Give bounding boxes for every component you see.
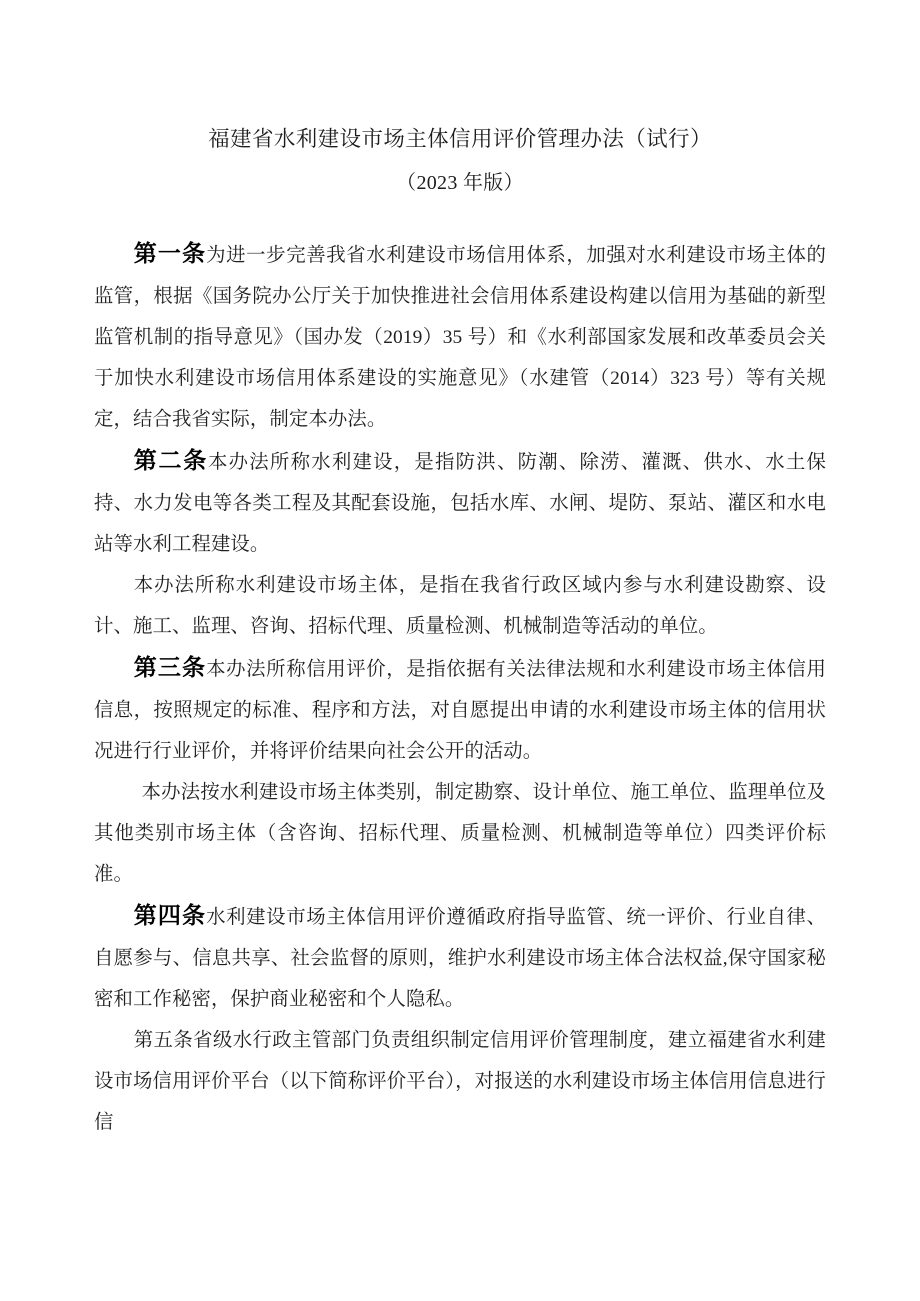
article-marker-3: 第三条 — [133, 655, 207, 680]
article-paragraph-3 — [94, 565, 826, 647]
article-text-5: 本办法按水利建设市场主体类别，制定勘察、设计单位、施工单位、监理单位及其他类别市场主体（含咨询、招标代理、质量检测、机械制造等单位）四类评价标准。 — [94, 782, 826, 885]
article-paragraph-7 — [94, 1020, 826, 1143]
title-block — [0, 0, 920, 198]
article-text-3: 本办法所称水利建设市场主体，是指在我省行政区域内参与水利建设勘察、设计、施工、监理、咨询、招标代理、质量检测、机械制造等活动的单位。 — [94, 575, 826, 637]
document-body — [94, 198, 826, 1143]
article-marker-2: 第二条 — [133, 448, 209, 473]
article-text-2: 本办法所称水利建设，是指防洪、防潮、除涝、灌溉、供水、水土保持、水力发电等各类工程及其配套设施，包括水库、水闸、堤防、泵站、灌区和水电站等水利工程建设。 — [94, 452, 826, 555]
article-text-6: 水利建设市场主体信用评价遵循政府指导监管、统一评价、行业自律、自愿参与、信息共享、社会监督的原则，维护水利建设市场主体合法权益,保守国家秘密和工作秘密，保护商业秘密和个人隐私。 — [94, 907, 826, 1010]
page-title: 福建省水利建设市场主体信用评价管理办法（试行） — [208, 127, 712, 151]
page-subtitle: （2023 年版） — [396, 172, 524, 194]
article-paragraph-2 — [94, 440, 826, 565]
article-paragraph-4 — [94, 647, 826, 772]
article-paragraph-6 — [94, 895, 826, 1020]
article-text-4: 本办法所称信用评价，是指依据有关法律法规和水利建设市场主体信用信息，按照规定的标准、程序和方法，对自愿提出申请的水利建设市场主体的信用状况进行行业评价，并将评价结果向社会公开的活动。 — [94, 659, 826, 762]
article-text-7: 第五条省级水行政主管部门负责组织制定信用评价管理制度，建立福建省水利建设市场信用评价平台（以下简称评价平台），对报送的水利建设市场主体信用信息进行信 — [94, 1030, 826, 1133]
article-marker-4: 第四条 — [133, 903, 207, 928]
article-marker-1: 第一条 — [133, 241, 207, 266]
article-paragraph-1 — [94, 233, 826, 440]
article-paragraph-5 — [94, 772, 826, 895]
article-text-1: 为进一步完善我省水利建设市场信用体系，加强对水利建设市场主体的监管，根据《国务院办公厅关于加快推进社会信用体系建设构建以信用为基础的新型监管机制的指导意见》（国办发（2019）35 号）和《水利部国家发展和改革委员会关于加快水利建设市场信用体系建设的实施意见》（水建管（2014）323 号）等有关规定，结合我省实际，制定本办法。 — [94, 245, 826, 430]
